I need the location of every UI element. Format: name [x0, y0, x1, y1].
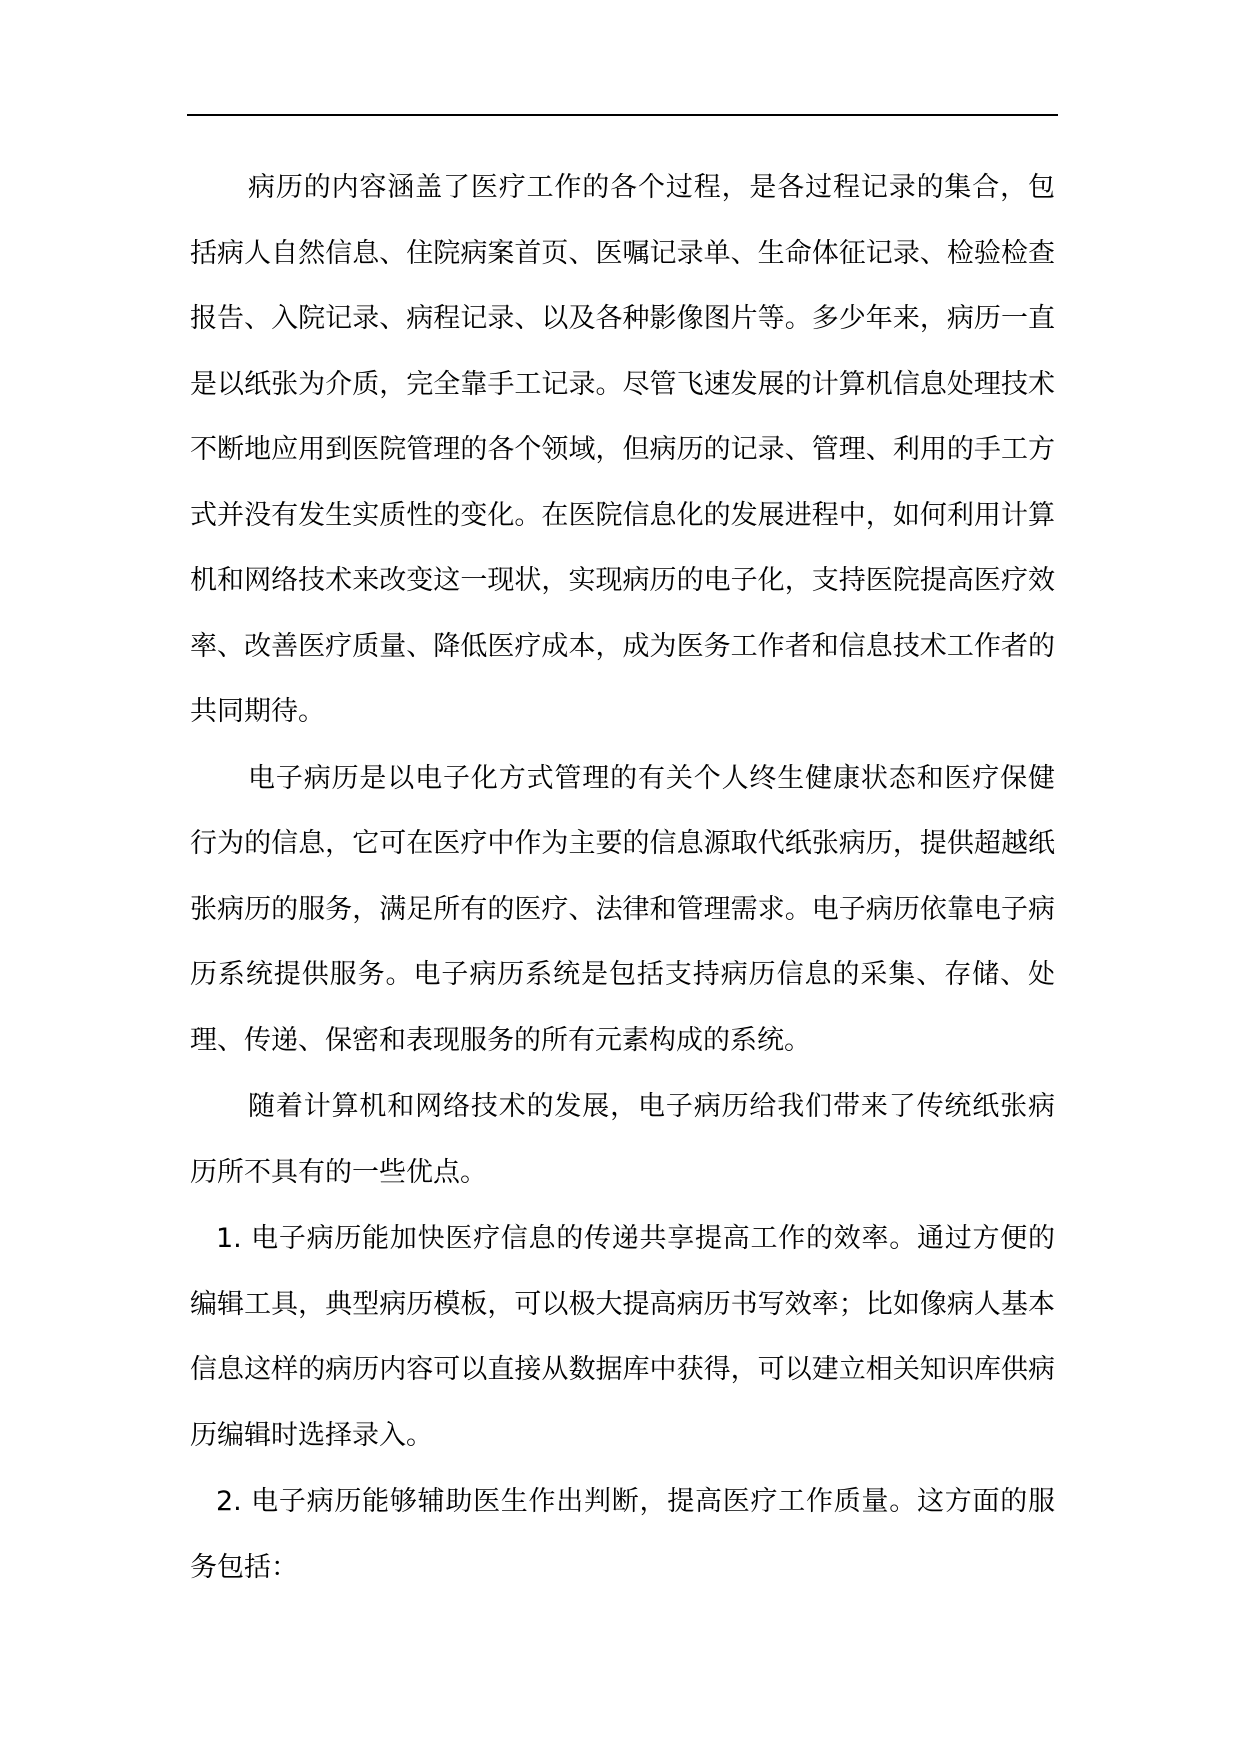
list-item-quality: 2. 电子病历能够辅助医生作出判断，提高医疗工作质量。这方面的服务包括： [190, 1486, 1055, 1583]
paragraph-emr-definition: 电子病历是以电子化方式管理的有关个人终生健康状态和医疗保健行为的信息，它可在医疗中作为主要的信息源取代纸张病历，提供超越纸张病历的服务，满足所有的医疗、法律和管理需求。电子病历依靠电子病历系统提供服务。电子病历系统是包括支持病历信息的采集、存储、处理、传递、保密和表现服务的所有元素构成的系统。 [190, 762, 1055, 1056]
header-rule [187, 114, 1058, 116]
paragraph-medical-record-content: 病历的内容涵盖了医疗工作的各个过程，是各过程记录的集合，包括病人自然信息、住院病案首页、医嘱记录单、生命体征记录、检验检查报告、入院记录、病程记录、以及各种影像图片等。多少年来，病历一直是以纸张为介质，完全靠手工记录。尽管飞速发展的计算机信息处理技术不断地应用到医院管理的各个领域，但病历的记录、管理、利用的手工方式并没有发生实质性的变化。在医院信息化的发展进程中，如何利用计算机和网络技术来改变这一现状，实现病历的电子化，支持医院提高医疗效率、改善医疗质量、降低医疗成本，成为医务工作者和信息技术工作者的共同期待。 [190, 172, 1055, 727]
list-item-efficiency: 1. 电子病历能加快医疗信息的传递共享提高工作的效率。通过方便的编辑工具，典型病历模板，可以极大提高病历书写效率；比如像病人基本信息这样的病历内容可以直接从数据库中获得，可以建立相关知识库供病历编辑时选择录入。 [190, 1223, 1055, 1451]
body-text [190, 155, 1055, 1600]
paragraph-emr-advantages-intro: 随着计算机和网络技术的发展，电子病历给我们带来了传统纸张病历所不具有的一些优点。 [190, 1091, 1055, 1188]
